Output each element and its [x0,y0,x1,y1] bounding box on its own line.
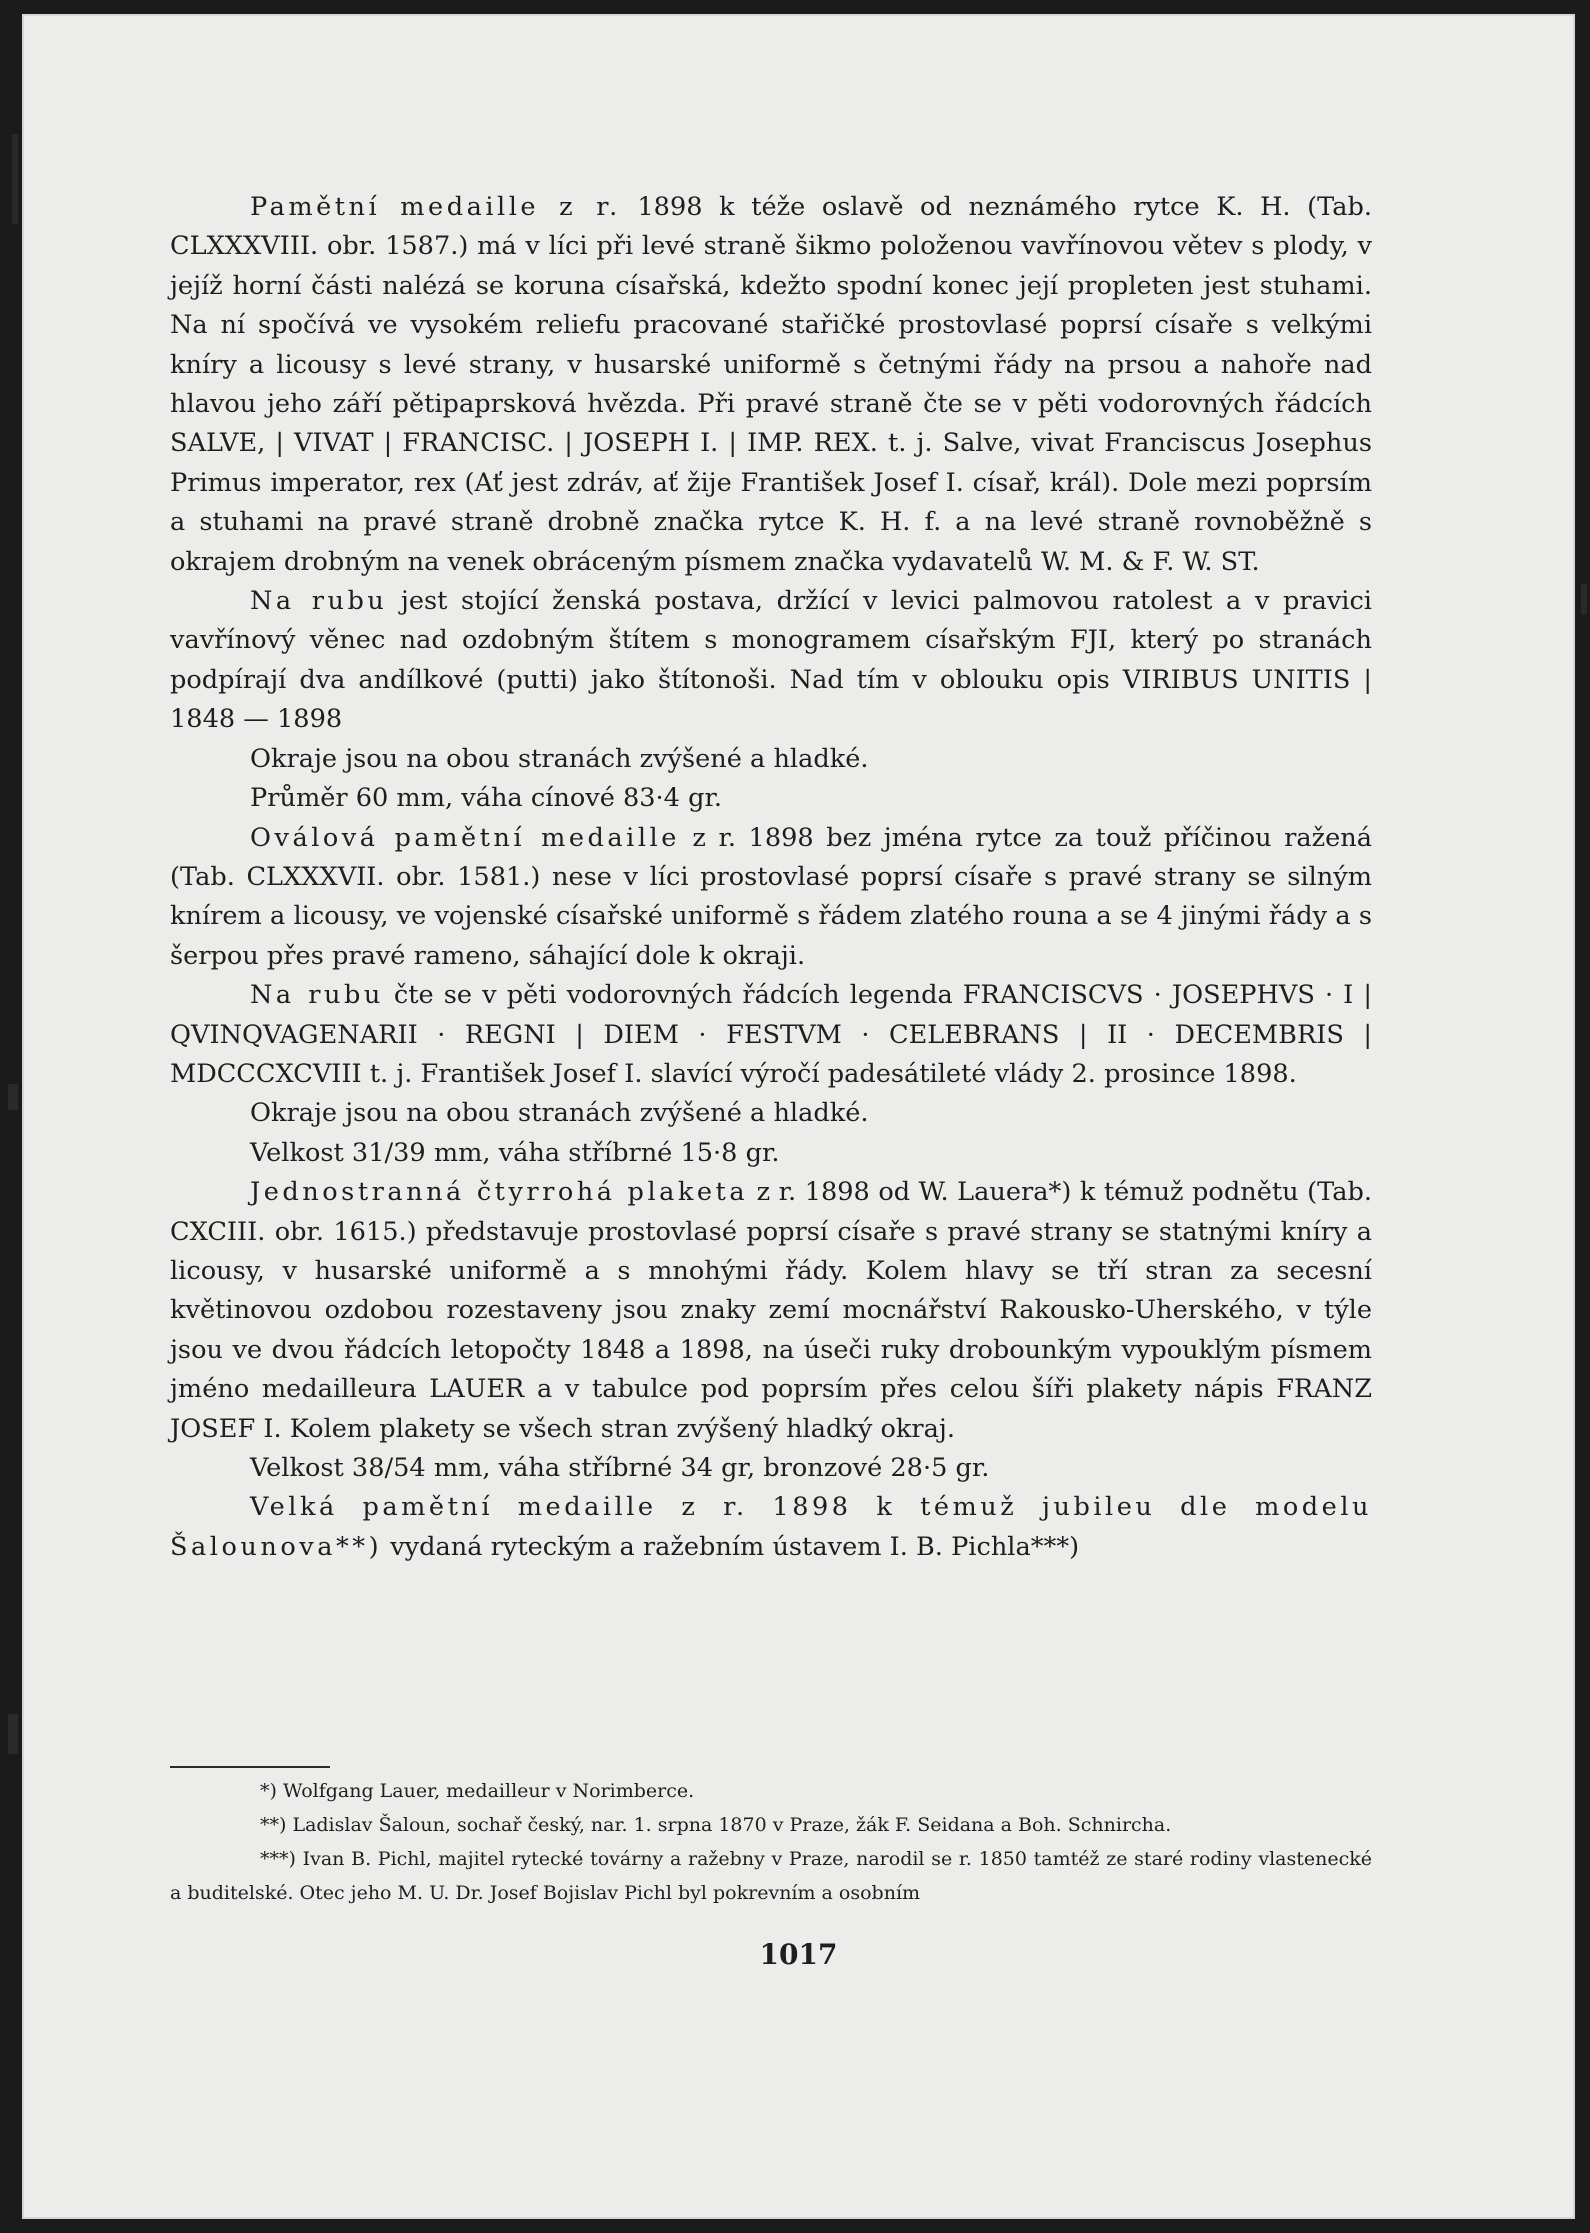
paragraph: Velká pamětní medaille z r. 1898 k témuž jubileu dle modelu Šalounova**) vydaná ryteckým a ražebním ústavem I. B. Pichla***) [170,1492,1372,1562]
paragraph: Okraje jsou na obou stranách zvýšené a hladké. [250,1098,869,1129]
scan-mark [8,1084,18,1110]
paragraph: Jednostranná čtyrrohá plaketa z r. 1898 od W. Lauera*) k témuž podnětu (Tab. CXCIII. obr. 1615.) představuje prostovlasé poprsí císaře s pravé strany se statnými kníry a licousy, v husarské uniformě a s mnohými řády. Kolem hlavy se tří stran za secesní květinovou ozdobou rozestaveny jsou znaky zemí mocnářství Rakousko-Uherského, v týle jsou ve dvou řádcích letopočty 1848 a 1898, na úseči ruky drobounkým vypouklým písmem jméno medailleura LAUER a v tabulce pod poprsím přes celou šíři plakety nápis FRANZ JOSEF I. Kolem plakety se všech stran zvýšený hladký okraj. [170,1177,1372,1444]
footnote: *) Wolfgang Lauer, medailleur v Norimberce. [260,1780,695,1802]
paragraph: Na rubu čte se v pěti vodorovných řádcích legenda FRANCISCVS · JOSEPHVS · I | QVINQVAGENARII · REGNI | DIEM · FESTVM · CELEBRANS | II · DECEMBRIS | MDCCCXCVIII t. j. František Josef I. slavící výročí padesátileté vlády 2. prosince 1898. [170,980,1373,1089]
body-text [170,188,1372,1567]
paragraph: Pamětní medaille z r. 1898 k téže oslavě od neznámého rytce K. H. (Tab. CLXXXVIII. obr. 1587.) má v líci při levé straně šikmo položenou vavřínovou větev s plody, v jejíž horní části nalézá se koruna císařská, kdežto spodní konec její propleten jest stuhami. Na ní spočívá ve vysokém reliefu pracované stařičké prostovlasé poprsí císaře s velkými kníry a licousy s levé strany, v husarské uniformě s četnými řády na prsou a nahoře nad hlavou jeho září pětipaprsková hvězda. Při pravé straně čte se v pěti vodorovných řádcích SALVE, | VIVAT | FRANCISC. | JOSEPH I. | IMP. REX. t. j. Salve, vivat Franciscus Josephus Primus imperator, rex (Ať jest zdráv, ať žije František Josef I. císař, král). Dole mezi poprsím a stuhami na pravé straně drobně značka rytce K. H. f. a na levé straně rovnoběžně s okrajem drobným na venek obráceným písmem značka vydavatelů W. M. & F. W. ST. [170,192,1373,577]
footnote: **) Ladislav Šaloun, sochař český, nar. 1. srpna 1870 v Praze, žák F. Seidana a Boh. Schnircha. [260,1814,1172,1836]
page-number: 1017 [759,1938,838,1971]
footnote: ***) Ivan B. Pichl, majitel rytecké továrny a ražebny v Praze, narodil se r. 1850 tamtéž ze staré rodiny vlastenecké a buditelské. Otec jeho M. U. Dr. Josef Bojislav Pichl byl pokrevním a osobním [170,1848,1372,1904]
paragraph: Okraje jsou na obou stranách zvýšené a hladké. [250,743,869,774]
footnote-divider [170,1766,330,1768]
spaced-lead: Velká pamětní medaille z r. 1898 k témuž jubileu dle modelu Šalounova**) [170,1492,1372,1562]
spaced-lead: Jednostranná čtyrrohá plaketa [250,1177,749,1208]
footnotes [170,1774,1372,1910]
paragraph: Na rubu jest stojící ženská postava, držící v levici palmovou ratolest a v pravici vavřínový věnec nad ozdobným štítem s monogramem císařským FJI, který po stranách podpírají dva andílkové (putti) jako štítonoši. Nad tím v oblouku opis VIRIBUS UNITIS | 1848 — 1898 [170,586,1372,735]
paragraph: Oválová pamětní medaille z r. 1898 bez jména rytce za touž příčinou ražená (Tab. CLXXXVII. obr. 1581.) nese v líci prostovlasé poprsí císaře s pravé strany se silným knírem a licousy, ve vojenské císařské uniformě s řádem zlatého rouna a se 4 jinými řády a s šerpou přes pravé rameno, sáhající dole k okraji. [170,822,1372,971]
paragraph: Velkost 31/39 mm, váha stříbrné 15·8 gr. [250,1137,780,1168]
spaced-lead: Pamětní medaille z r. [250,192,621,222]
scan-mark [1581,584,1587,614]
scan-mark [12,134,18,224]
scan-mark [8,1714,18,1754]
spaced-lead: Na rubu [250,586,388,617]
paragraph: Velkost 38/54 mm, váha stříbrné 34 gr, bronzové 28·5 gr. [250,1453,990,1483]
spaced-lead: Oválová pamětní medaille [250,822,680,853]
paragraph: Průměr 60 mm, váha cínové 83·4 gr. [250,783,723,814]
document-page [22,14,1575,2219]
spaced-lead: Na rubu [250,980,384,1011]
